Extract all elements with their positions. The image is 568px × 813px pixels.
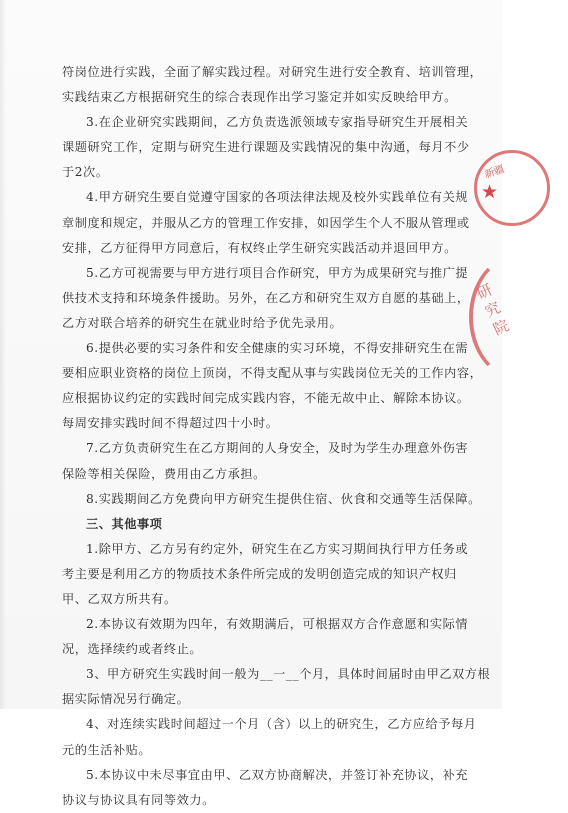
- clause-4-line-2: 章制度和规定，并服从乙方的管理工作安排，如因学生个人不服从管理或: [62, 215, 470, 230]
- clause-3-line-3: 于2次。: [62, 165, 109, 180]
- clause-6-line-1: 6.提供必要的实习条件和安全健康的实习环境，不得安排研究生在需: [86, 341, 469, 356]
- clause-7-line-2: 保险等相关保险，费用由乙方承担。: [62, 466, 266, 481]
- text-line-2: 实践结束乙方根据研究生的综合表现作出学习鉴定并如实反映给甲方。: [62, 90, 457, 105]
- seal-text: 研 究 院: [472, 280, 512, 338]
- other-5-line-1: 5.本协议中未尽事宜由甲、乙双方协商解决，并签订补充协议，补充: [86, 767, 469, 782]
- clause-5-line-2: 供技术支持和环境条件援助。另外，在乙方和研究生双方自愿的基础上，: [62, 290, 470, 305]
- clause-5-line-1: 5.乙方可视需要与甲方进行项目合作研究，甲方为成果研究与推广提: [86, 265, 469, 280]
- text-line-1: 符岗位进行实践，全面了解实践过程。对研究生进行安全教育、培训管理，: [62, 65, 483, 79]
- clause-6-line-3: 应根据协议约定的实践时间完成实践内容，不能无故中止、解除本协议。: [62, 391, 470, 406]
- other-4-line-2: 元的生活补贴。: [62, 742, 152, 757]
- other-1-line-3: 甲、乙双方所共有。: [62, 591, 177, 606]
- clause-4-line-1: 4.甲方研究生要自觉遵守国家的各项法律法规及校外实践单位有关规: [86, 190, 469, 205]
- clause-6-line-4: 每周安排实践时间不得超过四十小时。: [62, 416, 279, 431]
- clause-4-line-3: 安排，乙方征得甲方同意后，有权终止学生研究实践活动并退回甲方。: [62, 240, 457, 255]
- clause-3-line-2: 课题研究工作，定期与研究生进行课题及实践情况的集中沟通，每月不少: [62, 140, 470, 155]
- clause-8-line-1: 8.实践期间乙方免费向甲方研究生提供住宿、伙食和交通等生活保障。: [86, 491, 481, 506]
- other-2-line-2: 况，选择续约或者终止。: [62, 642, 203, 657]
- other-3-line-2: 据实际情况另行确定。: [62, 692, 190, 707]
- clause-7-line-1: 7.乙方负责研究生在乙方期间的人身安全，及时为学生办理意外伤害: [86, 441, 469, 456]
- clause-5-line-3: 乙方对联合培养的研究生在就业时给予优先录用。: [62, 315, 343, 330]
- other-3-line-1: 3、甲方研究生实践时间一般为__一__个月，具体时间届时由甲乙双方根: [86, 667, 491, 682]
- agreement-text-block: [62, 60, 491, 813]
- seal-star-icon: ★: [481, 181, 499, 203]
- seal-text: 新疆: [483, 164, 506, 181]
- other-1-line-1: 1.除甲方、乙方另有约定外，研究生在乙方实习期间执行甲方任务或: [86, 541, 469, 556]
- scan-edge-shadow: [0, 0, 6, 709]
- other-2-line-1: 2.本协议有效期为四年，有效期满后，可根据双方合作意愿和实际情: [86, 617, 469, 632]
- red-seal-fragment-upper: [474, 150, 506, 225]
- clause-6-line-2: 要相应职业资格的岗位上顶岗，不得支配从事与实践岗位无关的工作内容，: [62, 366, 483, 381]
- other-4-line-1: 4、对连续实践时间超过一个月（含）以上的研究生，乙方应给予每月: [86, 717, 477, 732]
- other-1-line-2: 考主要是利用乙方的物质技术条件所完成的发明创造完成的知识产权归: [62, 566, 457, 581]
- section-title-other-matters: 三、其他事项: [86, 516, 163, 531]
- red-seal-fragment-lower: [464, 254, 512, 389]
- clause-3-line-1: 3.在企业研究实践期间，乙方负责选派领域专家指导研究生开展相关: [86, 115, 469, 130]
- other-5-line-2: 协议与协议具有同等效力。: [62, 792, 215, 807]
